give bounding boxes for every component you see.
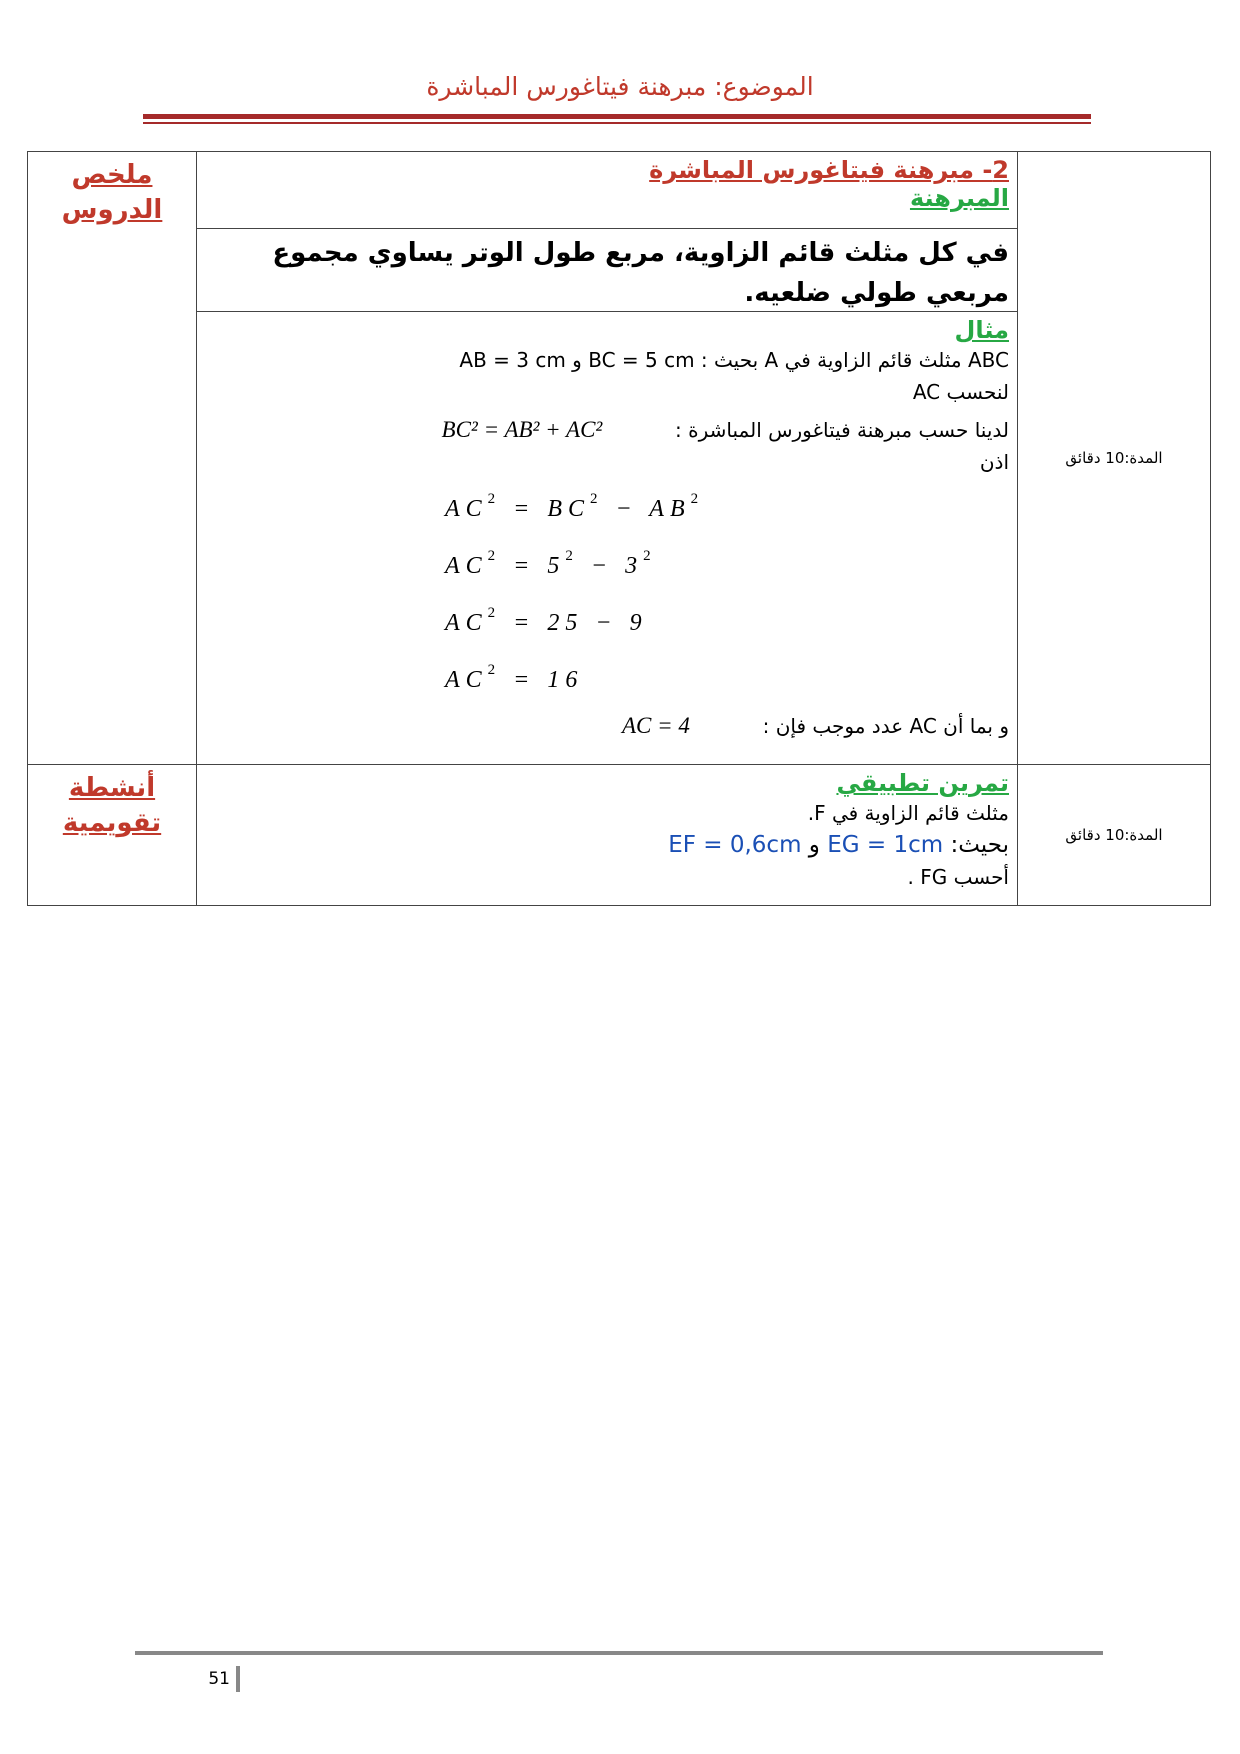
table-row-summary: [28, 152, 1211, 765]
section-subtitle: المبرهنة: [909, 184, 1009, 212]
conclusion: [205, 710, 1009, 742]
section-title: 2- مبرهنة فيتاغورس المباشرة: [649, 156, 1009, 184]
lesson-table: [27, 151, 1211, 906]
conclusion-value: AC = 4: [621, 713, 690, 738]
example-by-text: لدينا حسب مبرهنة فيتاغورس المباشرة :: [675, 418, 1009, 442]
example-formula: BC² = AB² + AC²: [441, 417, 603, 442]
theorem-box: [197, 229, 1017, 312]
duration-text: المدة:10 دقائق: [1065, 826, 1163, 844]
exercise-eg: EG = 1cm: [827, 832, 944, 858]
example-by-theorem: [205, 414, 1009, 446]
equation-step: $AC^2 = 25 - 9$: [445, 605, 648, 636]
lesson-heading: [197, 152, 1017, 229]
example-compute: لنحسب AC: [912, 380, 1009, 404]
equation-steps: [205, 478, 1009, 706]
duration-text: المدة:10 دقائق: [1065, 449, 1163, 467]
example-box: [197, 312, 1017, 764]
theorem-text: في كل مثلث قائم الزاوية، مربع طول الوتر يساوي مجموع مربعي طولي ضلعيه.: [272, 238, 1009, 308]
page-number: 51: [190, 1666, 240, 1692]
exercise-line3: أحسب FG .: [907, 865, 1009, 889]
category-label-line2: الدروس: [61, 195, 163, 225]
table-row-activities: [28, 765, 1211, 906]
example-given: ABC مثلث قائم الزاوية في A بحيث : BC = 5 cm و AB = 3 cm: [459, 348, 1009, 372]
exercise-and: و: [808, 832, 820, 858]
category-cell: [28, 152, 197, 765]
content-cell: [197, 152, 1018, 765]
conclusion-text: و بما أن AC عدد موجب فإن :: [762, 714, 1009, 738]
category-label-line1: ملخص: [71, 160, 153, 190]
content-cell: [197, 765, 1018, 906]
header-divider: [143, 114, 1091, 124]
exercise-line1: مثلث قائم الزاوية في F.: [807, 801, 1009, 825]
exercise-ef: EF = 0,6cm: [668, 832, 802, 858]
page-title: الموضوع: مبرهنة فيتاغورس المباشرة: [426, 72, 814, 101]
exercise-line2: [205, 829, 1009, 861]
footer-divider: [135, 1651, 1103, 1655]
exercise-label: تمرين تطبيقي: [836, 769, 1009, 797]
exercise-box: [197, 765, 1017, 897]
equation-step: $AC^2 = BC^2 - AB^2$: [445, 491, 705, 522]
exercise-line2-prefix: بحيث:: [950, 832, 1009, 858]
category-label-line1: أنشطة: [68, 773, 156, 803]
equation-step: $AC^2 = 5^2 - 3^2$: [445, 548, 657, 579]
duration-cell: [1018, 765, 1211, 906]
equation-step: $AC^2 = 16$: [445, 662, 584, 693]
category-cell: [28, 765, 197, 906]
example-label: مثال: [954, 316, 1009, 344]
duration-cell: [1018, 152, 1211, 765]
example-then: اذن: [979, 450, 1009, 474]
category-label-line2: تقويمية: [62, 808, 162, 838]
